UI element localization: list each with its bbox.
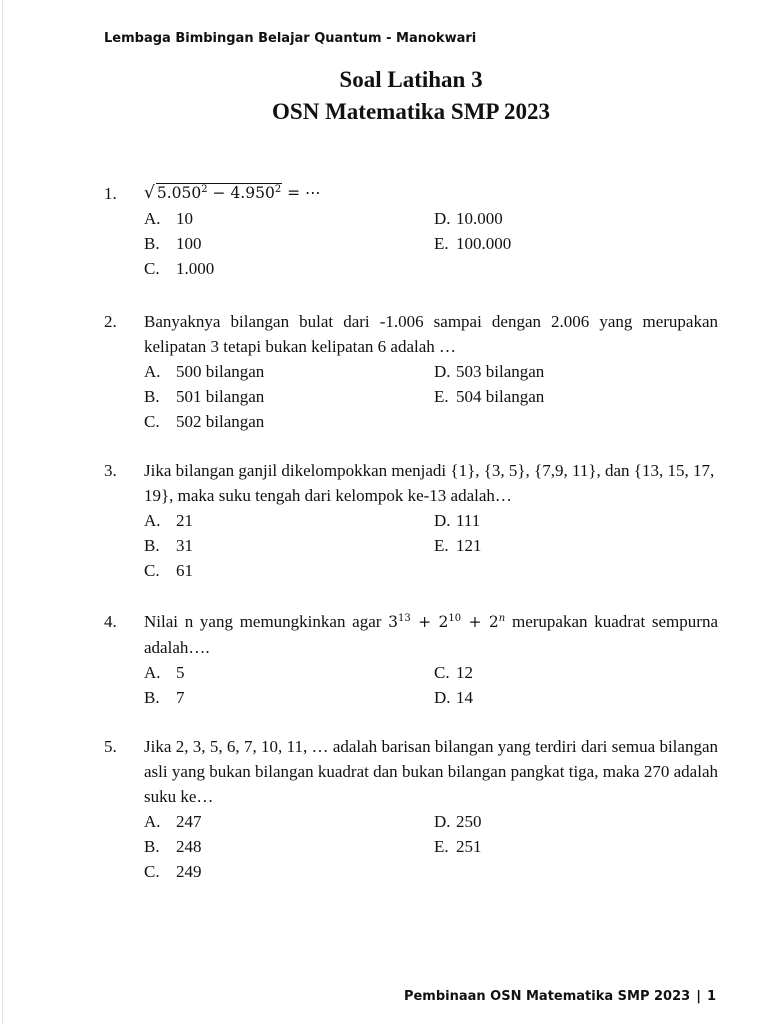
question-text: Jika bilangan ganjil dikelompokkan menjadi {1}, {3, 5}, {7,9, 11}, dan {13, 15, 17, 19}, maka suku tengah dari kelompok ke-13 adalah…	[144, 461, 715, 505]
title-line-1: Soal Latihan 3	[339, 67, 483, 92]
title-line-2: OSN Matematika SMP 2023	[272, 99, 550, 124]
option-d[interactable]: D. 250	[434, 812, 482, 831]
question-text: Nilai n yang memungkinkan agar $3^{13} + 2^{10} + 2^n$ merupakan kuadrat sempurna adalah….	[144, 612, 718, 657]
question-4	[104, 609, 718, 710]
question-number: 2.	[104, 312, 117, 331]
option-c[interactable]: C. 502 bilangan	[144, 412, 265, 431]
header-organization: Lembaga Bimbingan Belajar Quantum - Manokwari	[104, 31, 477, 46]
option-e[interactable]: E. 251	[434, 837, 482, 856]
option-a[interactable]: A. 247	[144, 812, 202, 831]
option-a[interactable]: A. 21	[144, 511, 193, 530]
question-number: 3.	[104, 461, 117, 480]
option-b[interactable]: B. 248	[144, 837, 202, 856]
sqrt-symbol: √	[144, 183, 155, 203]
options	[104, 660, 718, 710]
options	[104, 508, 718, 583]
page-edge	[2, 0, 3, 1024]
option-a[interactable]: A. 500 bilangan	[144, 362, 265, 381]
question-5	[104, 734, 718, 884]
option-c[interactable]: C. 1.000	[144, 259, 215, 278]
option-c[interactable]: C. 249	[144, 862, 202, 881]
question-text: Jika 2, 3, 5, 6, 7, 10, 11, … adalah barisan bilangan yang terdiri dari semua bilangan asli yang bukan bilangan kuadrat dan bukan bilangan pangkat tiga, maka 270 adalah suku ke…	[144, 737, 718, 806]
question-text: Banyaknya bilangan bulat dari -1.006 sampai dengan 2.006 yang merupakan kelipatan 3 tetapi bukan kelipatan 6 adalah …	[144, 312, 718, 356]
question-number: 1.	[104, 184, 117, 203]
option-d[interactable]: D. 111	[434, 511, 481, 530]
page-title	[0, 64, 768, 128]
option-e[interactable]: E. 504 bilangan	[434, 387, 545, 406]
question-math: $3^{13} + 2^{10} + 2^n$	[388, 613, 506, 631]
option-d[interactable]: D. 14	[434, 688, 473, 707]
question-2	[104, 309, 718, 434]
option-c[interactable]: C. 12	[434, 663, 473, 682]
option-d[interactable]: D. 503 bilangan	[434, 362, 545, 381]
option-e[interactable]: E. 121	[434, 536, 482, 555]
question-number: 4.	[104, 612, 117, 631]
page-number: 1	[706, 989, 716, 1004]
options	[104, 206, 718, 281]
option-b[interactable]: B. 7	[144, 688, 185, 707]
question-number: 5.	[104, 737, 117, 756]
option-a[interactable]: A. 10	[144, 209, 193, 228]
option-c[interactable]: C. 61	[144, 561, 193, 580]
footer-separator: |	[696, 989, 701, 1004]
options	[104, 359, 718, 434]
option-d[interactable]: D. 10.000	[434, 209, 503, 228]
radical: $5.050^2 - 4.950^2$	[156, 184, 282, 202]
option-b[interactable]: B. 100	[144, 234, 202, 253]
footer-text: Pembinaan OSN Matematika SMP 2023	[403, 989, 691, 1004]
question-3	[104, 458, 718, 583]
option-e[interactable]: E. 100.000	[434, 234, 512, 253]
option-b[interactable]: B. 31	[144, 536, 193, 555]
options	[104, 809, 718, 884]
option-b[interactable]: B. 501 bilangan	[144, 387, 265, 406]
question-1	[104, 181, 718, 281]
option-a[interactable]: A. 5	[144, 663, 185, 682]
page-footer	[404, 989, 716, 1004]
question-math: √ $5.050^2 - 4.950^2$ = ⋯	[144, 183, 321, 203]
